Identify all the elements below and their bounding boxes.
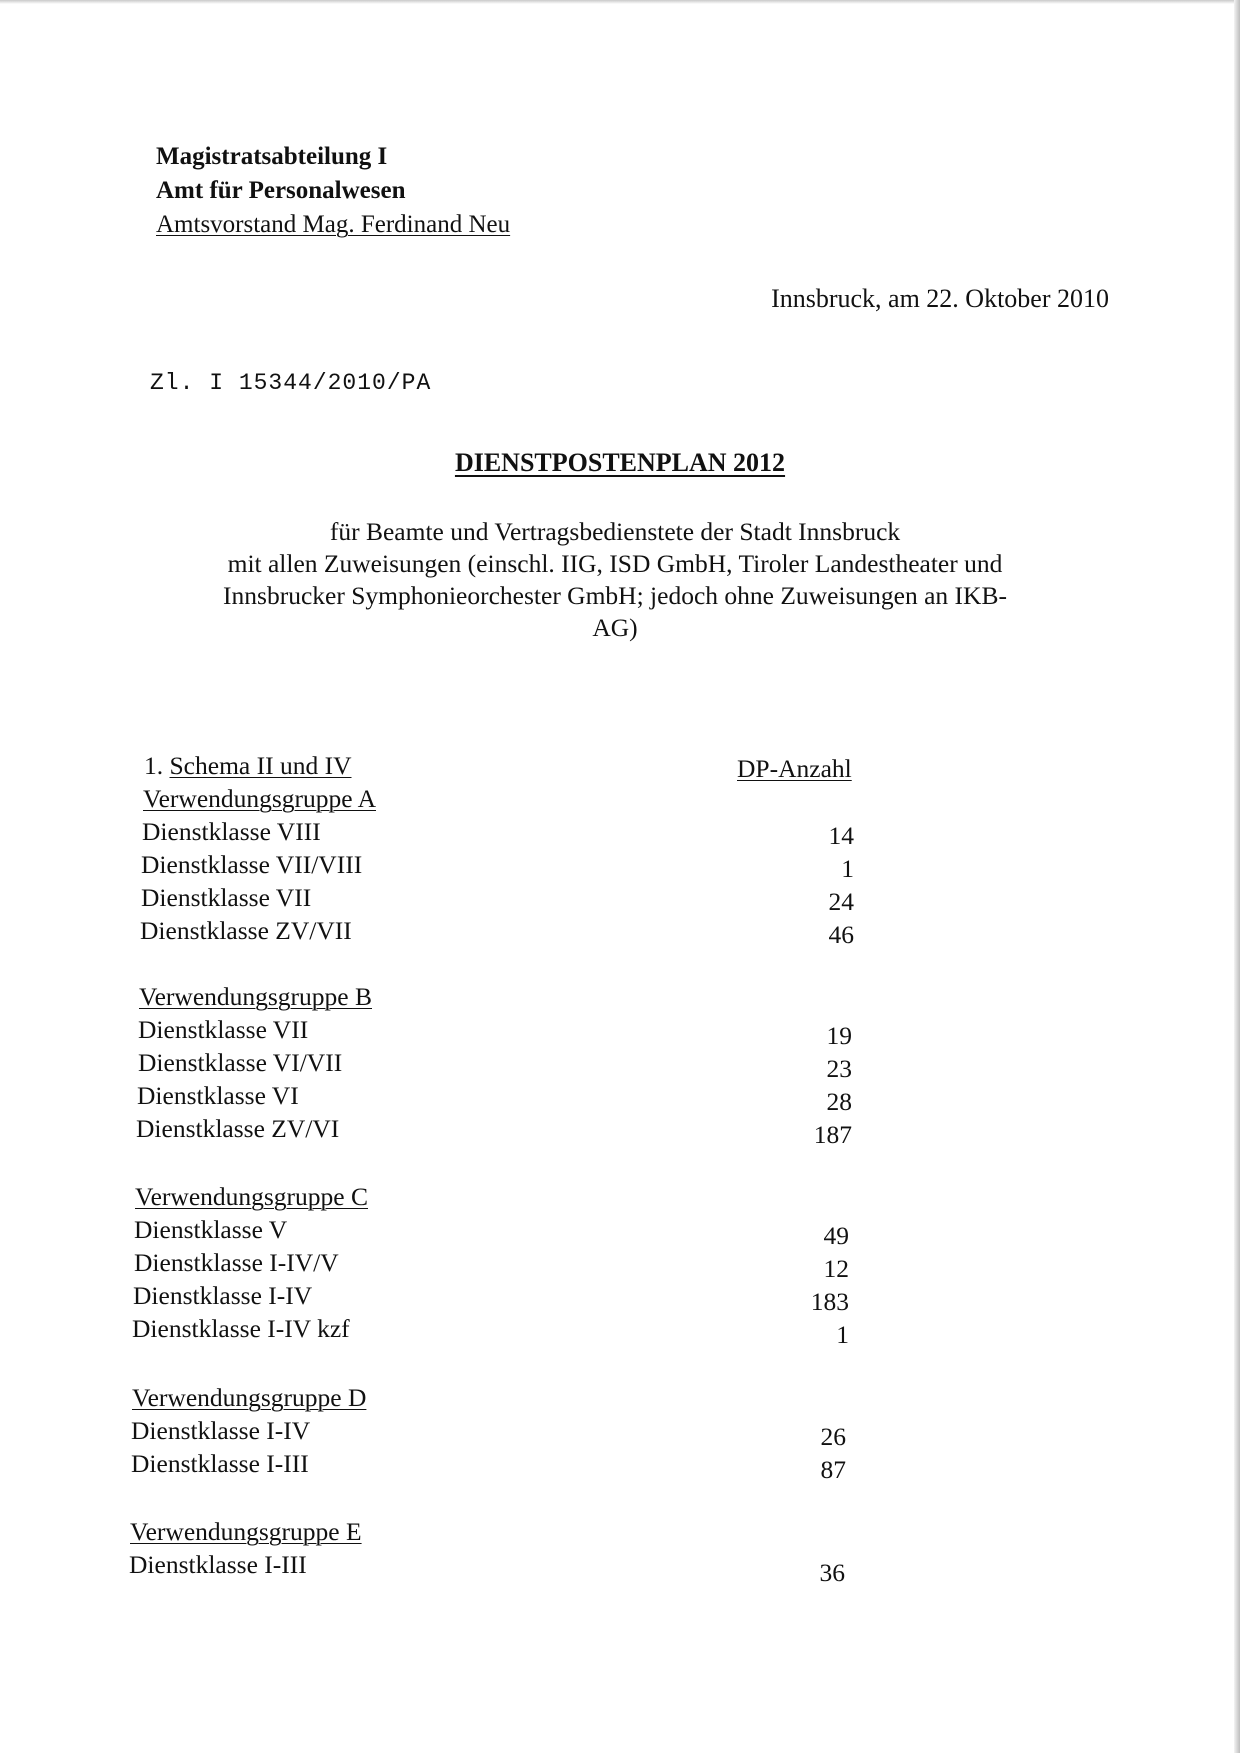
row-label: Dienstklasse VII	[138, 1015, 309, 1044]
group-heading: Verwendungsgruppe D	[132, 1383, 367, 1412]
row-label: Dienstklasse VI/VII	[138, 1048, 343, 1077]
row-label: Dienstklasse VI	[137, 1081, 299, 1110]
department-name: Magistratsabteilung I	[156, 143, 388, 170]
row-count: 12	[823, 1254, 849, 1283]
subtitle-line: mit allen Zuweisungen (einschl. IIG, ISD GmbH, Tiroler Landestheater und	[227, 549, 1003, 578]
section-label: Schema II und IV	[169, 751, 352, 780]
row-label: Dienstklasse ZV/VII	[140, 916, 352, 945]
row-label: Dienstklasse VII/VIII	[141, 850, 363, 879]
group-heading: Verwendungsgruppe A	[143, 784, 376, 813]
row-count: 1	[841, 854, 854, 883]
column-header-count: DP-Anzahl	[737, 754, 852, 783]
group-heading: Verwendungsgruppe B	[139, 982, 372, 1011]
row-count: 87	[820, 1455, 846, 1484]
subtitle-line: für Beamte und Vertragsbedienstete der Stadt Innsbruck	[329, 517, 901, 546]
row-label: Dienstklasse ZV/VI	[136, 1114, 340, 1143]
row-count: 36	[819, 1558, 845, 1587]
office-name: Amt für Personalwesen	[156, 177, 406, 204]
office-head: Amtsvorstand Mag. Ferdinand Neu	[156, 211, 511, 238]
row-count: 1	[836, 1320, 849, 1349]
subtitle-line: AG)	[592, 613, 638, 642]
row-label: Dienstklasse I-IV	[131, 1416, 311, 1445]
row-count: 187	[813, 1120, 852, 1149]
row-label: Dienstklasse I-IV/V	[134, 1248, 339, 1277]
subtitle-line: Innsbrucker Symphonieorchester GmbH; jedoch ohne Zuweisungen an IKB-	[223, 581, 1007, 610]
row-label: Dienstklasse I-IV kzf	[132, 1314, 350, 1343]
group-heading: Verwendungsgruppe E	[130, 1517, 362, 1546]
document-title-text: DIENSTPOSTENPLAN 2012	[454, 448, 786, 477]
row-count: 19	[826, 1021, 852, 1050]
row-label: Dienstklasse V	[134, 1215, 288, 1244]
row-label: Dienstklasse I-III	[131, 1449, 309, 1478]
section-number: 1.	[144, 751, 164, 780]
row-count: 183	[810, 1287, 849, 1316]
row-label: Dienstklasse VII	[141, 883, 312, 912]
row-count: 49	[823, 1221, 849, 1250]
row-count: 46	[828, 920, 854, 949]
row-count: 26	[820, 1422, 846, 1451]
row-count: 14	[828, 821, 854, 850]
row-label: Dienstklasse I-IV	[133, 1281, 313, 1310]
reference-number: Zl. I 15344/2010/PA	[150, 370, 432, 396]
place-and-date: Innsbruck, am 22. Oktober 2010	[771, 284, 1109, 313]
section-heading	[144, 750, 352, 782]
row-count: 24	[828, 887, 854, 916]
row-count: 28	[826, 1087, 852, 1116]
group-heading: Verwendungsgruppe C	[135, 1182, 368, 1211]
row-label: Dienstklasse I-III	[129, 1550, 307, 1579]
row-label: Dienstklasse VIII	[142, 817, 321, 846]
row-count: 23	[826, 1054, 852, 1083]
